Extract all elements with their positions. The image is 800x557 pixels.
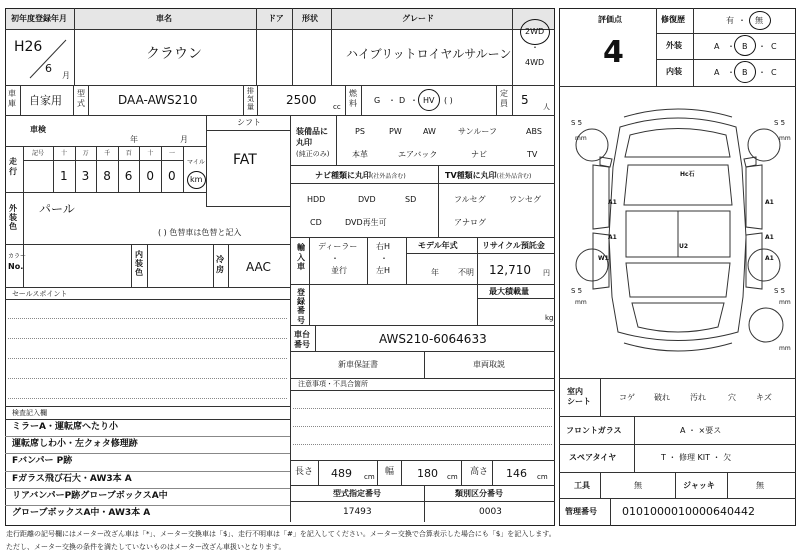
recycle-amount: 12,710 xyxy=(489,263,531,277)
shift-label: シフト xyxy=(237,118,261,127)
sheet-yogore: 汚れ xyxy=(690,393,706,402)
sheet-koge: コゲ xyxy=(619,393,635,402)
mileage-unit: 十 xyxy=(147,150,154,157)
fuel-dot2: ・ xyxy=(410,96,418,105)
color-note: ( ) 色替車は色替と記入 xyxy=(158,228,242,237)
import-dot2: ・ xyxy=(380,254,388,263)
repair-none: 無 xyxy=(755,16,763,25)
new-warranty: 新車保証書 xyxy=(338,360,378,369)
height-unit: cm xyxy=(537,473,548,481)
navi-title-text: ナビ種類に丸印 xyxy=(315,171,371,180)
color-label: 外 装 色 xyxy=(9,204,17,232)
model-year-unknown: 不明 xyxy=(458,268,474,277)
sheet-kizu: キズ xyxy=(756,393,772,402)
damage-u2: U2 xyxy=(679,243,689,250)
type-no-label: 型式指定番号 xyxy=(333,489,381,498)
jack-value: 無 xyxy=(756,481,764,490)
month-unit: 月 xyxy=(62,71,70,80)
int-dot1: ・ xyxy=(727,68,735,77)
class-no-label: 類別区分番号 xyxy=(455,489,503,498)
length-label: 長さ xyxy=(295,467,314,477)
capacity: 5 xyxy=(521,93,529,107)
fuel-label: 燃 料 xyxy=(349,89,357,108)
capacity-label: 定 員 xyxy=(500,89,508,108)
ext-dot1: ・ xyxy=(727,42,735,51)
era-year: H26 xyxy=(14,39,43,55)
import-dealer: ディーラー xyxy=(318,242,358,251)
tv-fullseg: フルセグ xyxy=(454,195,486,204)
mileage-unit: 一 xyxy=(169,150,176,157)
ac-label: 冷 房 xyxy=(216,255,224,274)
width-unit: cm xyxy=(447,473,458,481)
repair-dot: ・ xyxy=(738,16,746,25)
fuel-d: D xyxy=(399,96,406,105)
height-label: 高さ xyxy=(470,467,489,477)
navi-cd: CD xyxy=(310,218,322,227)
navi-dvd-play: DVD再生可 xyxy=(345,218,387,227)
door-header: ドア xyxy=(268,14,284,23)
eq-aw: AW xyxy=(423,127,436,136)
chassis-number: AWS210-6064633 xyxy=(379,332,487,346)
mgmt-number: 0101000010000640442 xyxy=(622,505,755,518)
ac-value: AAC xyxy=(246,260,271,274)
height: 146 xyxy=(506,467,527,480)
mile-label: マイル xyxy=(187,159,205,166)
windshield-label: フロントガラス xyxy=(566,426,622,435)
displacement: 2500 xyxy=(286,93,317,107)
mileage-unit: 千 xyxy=(104,150,111,157)
import-dot1: ・ xyxy=(331,254,339,263)
eq-abs: ABS xyxy=(526,127,542,136)
repair-label: 修復歴 xyxy=(661,15,685,24)
shape-header: 形状 xyxy=(302,14,318,23)
sheet-yabure: 破れ xyxy=(654,393,670,402)
displacement-label: 排 気 量 xyxy=(247,87,254,112)
int-label: 内装 xyxy=(666,67,682,76)
grade-header: グレード xyxy=(402,14,434,23)
navi-dvd: DVD xyxy=(358,195,376,204)
tv-sub: (社外品含む) xyxy=(496,173,532,180)
navi-hdd: HDD xyxy=(307,195,326,204)
recycle-label: リサイクル預託金 xyxy=(482,241,545,250)
fuel-dot1: ・ xyxy=(388,96,396,105)
tools-label: 工具 xyxy=(574,481,590,490)
model-code: DAA-AWS210 xyxy=(118,93,198,107)
model-year-unit: 年 xyxy=(431,268,439,277)
int-c: C xyxy=(771,68,777,77)
tire-s-fl: S 5 xyxy=(571,119,583,127)
displacement-unit: cc xyxy=(333,103,341,111)
recycle-yen: 円 xyxy=(543,269,550,277)
repair-yes: 有 xyxy=(726,16,734,25)
mileage-unit: 十 xyxy=(61,150,68,157)
damage-hc-stone: Hc石 xyxy=(680,171,695,178)
inspect-line: グローブボックスA中・AW3本 A xyxy=(12,508,151,518)
mgmt-label: 管理番号 xyxy=(565,507,597,516)
import-left: 左H xyxy=(376,266,391,275)
shako-label: 車 庫 xyxy=(8,89,16,108)
sales-point-label: セールスポイント xyxy=(12,290,68,298)
mileage-kigou: 記号 xyxy=(32,150,45,157)
max-load-label: 最大積載量 xyxy=(489,287,529,296)
car-name-header: 車名 xyxy=(156,14,172,23)
max-load-kg: kg xyxy=(545,314,554,322)
fuel-hv: HV xyxy=(423,96,435,105)
width: 180 xyxy=(417,467,438,480)
import-right: 右H xyxy=(376,242,391,251)
notes-label: 注意事項・不具合箇所 xyxy=(298,380,368,388)
tools-value: 無 xyxy=(634,481,642,490)
color-no-label: カラー No. xyxy=(8,253,27,271)
int-dot2: ・ xyxy=(758,68,766,77)
manual: 車両取説 xyxy=(473,360,505,369)
usage: 自家用 xyxy=(29,94,62,107)
tire-mm-rr: mm xyxy=(779,299,791,306)
car-damage-diagram xyxy=(560,87,795,377)
mileage-unit: 万 xyxy=(82,150,89,157)
class-no-value: 0003 xyxy=(479,507,502,517)
mileage-digit: 6 xyxy=(124,169,133,183)
mileage-digit: 0 xyxy=(168,169,176,183)
width-label: 幅 xyxy=(385,467,395,477)
shift-value: FAT xyxy=(233,152,257,168)
windshield-value: A ・ ×要ス xyxy=(680,426,722,435)
fuel-other: ( ) xyxy=(444,96,453,105)
spare-value: T ・ 修理 KIT ・ 欠 xyxy=(661,453,732,462)
eq-tv: TV xyxy=(527,150,538,159)
jack-label: ジャッキ xyxy=(683,481,715,490)
eq-leather: 本革 xyxy=(352,150,368,159)
inspection-label: 車検 xyxy=(30,125,46,134)
inspect-line: ミラーA・運転席へたり小 xyxy=(12,422,118,432)
drive-4wd: 4WD xyxy=(525,58,545,67)
mileage-unit: 百 xyxy=(125,150,132,157)
registration-label: 登 録 番 号 xyxy=(297,288,305,325)
score-label: 評価点 xyxy=(598,15,622,24)
inspect-label: 検査記入欄 xyxy=(12,409,47,417)
ext-a: A xyxy=(714,42,720,51)
tire-mm-fr: mm xyxy=(779,135,791,142)
reg-month: 6 xyxy=(45,62,52,75)
tire-mm-fl: mm xyxy=(575,135,587,142)
tv-title xyxy=(445,172,531,180)
footer-line1: 走行距離の記号欄にはメーター改ざん車は「*」、メーター交換車は「$」、走行不明車は「#」を記入してください。メーター交換で合算表示した場合にも「$」を記入します。 xyxy=(6,530,556,538)
tire-s-fr: S 5 xyxy=(774,119,786,127)
damage-a1-1: A1 xyxy=(608,199,617,206)
interior-sheet-label: 室内 シート xyxy=(567,387,591,407)
ext-c: C xyxy=(771,42,777,51)
car-name: クラウン xyxy=(146,46,202,62)
ext-b: B xyxy=(742,42,748,51)
int-b: B xyxy=(742,68,748,77)
spare-label: スペアタイヤ xyxy=(569,453,617,462)
eq-pw: PW xyxy=(389,127,402,136)
score-value: 4 xyxy=(603,35,624,70)
drive-dot: ・ xyxy=(531,43,539,52)
eq-navi: ナビ xyxy=(471,150,487,159)
tire-mm-spare: mm xyxy=(779,345,791,352)
fuel-g: G xyxy=(374,96,381,105)
mileage-digit: 3 xyxy=(81,169,90,183)
inspect-line: Fバンパー P跡 xyxy=(12,456,73,467)
mileage-label: 走 行 xyxy=(9,157,17,176)
sheet-ana: 穴 xyxy=(728,393,736,402)
mileage-digit: 8 xyxy=(103,169,111,183)
inspect-line: 運転席しわ小・左クォタ修理跡 xyxy=(12,439,138,450)
damage-a1-2: A1 xyxy=(765,199,774,206)
navi-sub: (社外品含む) xyxy=(371,173,406,180)
damage-a1-5: A1 xyxy=(765,255,774,262)
import-label: 輸 入 車 xyxy=(297,243,305,272)
tv-analog: アナログ xyxy=(454,218,486,227)
grade-value: ハイブリットロイヤルサルーン xyxy=(346,47,512,61)
inspect-line: Fガラス飛び石大・AW3本 A xyxy=(12,473,132,484)
tv-title-text: TV種類に丸印 xyxy=(445,171,497,180)
inspect-line: リアバンパーP跡グローブボックスA中 xyxy=(12,490,168,501)
eq-sunroof: サンルーフ xyxy=(458,127,497,136)
tire-s-rl: S 5 xyxy=(571,287,583,295)
navi-title xyxy=(315,172,406,180)
inspection-year: 年 xyxy=(130,135,138,144)
color-value: パール xyxy=(39,202,75,216)
damage-w1: W1 xyxy=(598,255,609,262)
length: 489 xyxy=(331,467,352,480)
model-label: 型 式 xyxy=(77,89,85,108)
eq-ps: PS xyxy=(355,127,365,136)
footer-line2: ただし、メーター交換の条件を満たしていないものはメーター改ざん車扱いとなります。 xyxy=(6,543,286,551)
mileage-digit: 0 xyxy=(146,169,155,183)
mileage-digit: 1 xyxy=(60,169,68,183)
int-a: A xyxy=(714,68,720,77)
tire-mm-rl: mm xyxy=(575,299,587,306)
ext-dot2: ・ xyxy=(758,42,766,51)
drive-2wd: 2WD xyxy=(525,27,545,36)
damage-a1-3: A1 xyxy=(608,234,617,241)
ext-label: 外装 xyxy=(666,41,682,50)
eq-airbag: エアバック xyxy=(398,150,438,159)
type-no-value: 17493 xyxy=(343,507,372,517)
km-label: km xyxy=(190,175,203,184)
length-unit: cm xyxy=(364,473,375,481)
capacity-unit: 人 xyxy=(543,103,550,111)
navi-sd: SD xyxy=(405,195,417,204)
damage-a1-4: A1 xyxy=(765,234,774,241)
reg-year-header: 初年度登録年月 xyxy=(11,14,67,23)
inspection-month: 月 xyxy=(180,135,188,144)
model-year-label: モデル年式 xyxy=(418,241,458,250)
interior-color-label: 内 装 色 xyxy=(135,250,143,278)
equipment-label: 装備品に 丸印 (純正のみ) xyxy=(296,127,330,159)
chassis-label: 車台 番号 xyxy=(294,330,310,350)
tire-s-rr: S 5 xyxy=(774,287,786,295)
import-heiko: 並行 xyxy=(331,266,347,275)
tv-oneseg: ワンセグ xyxy=(509,195,541,204)
